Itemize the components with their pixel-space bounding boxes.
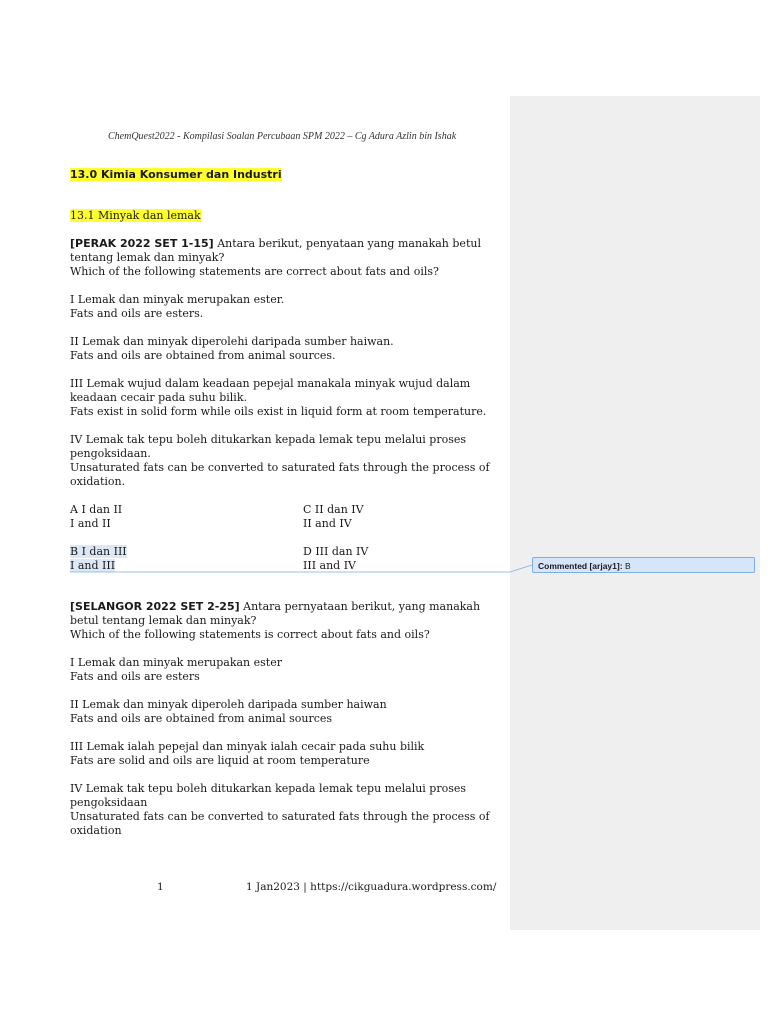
q2-statement-4-ms-b: pengoksidaan: [70, 796, 148, 809]
q1-statement-3-ms-b: keadaan cecair pada suhu bilik.: [70, 391, 247, 404]
q2-statement-4-ms-a: IV Lemak tak tepu boleh ditukarkan kepada lemak tepu melalui proses: [70, 782, 467, 795]
q1-option-c-en: II and IV: [303, 517, 352, 530]
q2-statement-4-en-b: oxidation: [70, 824, 122, 837]
q1-statement-4-en-a: Unsaturated fats can be converted to saturated fats through the process of: [70, 461, 490, 474]
q2-statement-4-en-a: Unsaturated fats can be converted to saturated fats through the process of: [70, 810, 490, 823]
q1-option-a-ms: A I dan II: [70, 503, 123, 516]
q2-statement-1-ms: I Lemak dan minyak merupakan ester: [70, 656, 282, 669]
comment-author: Commented [arjay1]:: [538, 561, 623, 571]
q2-stem-line1: [SELANGOR 2022 SET 2-25] Antara pernyataan berikut, yang manakah: [70, 600, 481, 613]
q2-statement-2-en: Fats and oils are obtained from animal sources: [70, 712, 333, 725]
q1-source: [PERAK 2022 SET 1-15]: [70, 237, 214, 250]
page-header: ChemQuest2022 - Kompilasi Soalan Percubaan SPM 2022 – Cg Adura Azlin bin Ishak: [108, 131, 457, 142]
comment-balloon[interactable]: [532, 557, 755, 573]
footer-page-number: 1: [157, 881, 164, 893]
q1-statement-4-ms-a: IV Lemak tak tepu boleh ditukarkan kepada lemak tepu melalui proses: [70, 433, 467, 446]
q1-statement-4-ms-b: pengoksidaan.: [70, 447, 151, 460]
q1-statement-3-ms-a: III Lemak wujud dalam keadaan pepejal manakala minyak wujud dalam: [70, 377, 471, 390]
q2-statement-3-ms: III Lemak ialah pepejal dan minyak ialah cecair pada suhu bilik: [70, 740, 425, 753]
q2-statement-2-ms: II Lemak dan minyak diperoleh daripada sumber haiwan: [70, 698, 387, 711]
q1-option-d-ms: D III dan IV: [303, 545, 369, 558]
q1-statement-1-en: Fats and oils are esters.: [70, 307, 204, 320]
q1-option-d-en: III and IV: [303, 559, 357, 572]
q2-source: [SELANGOR 2022 SET 2-25]: [70, 600, 240, 613]
q1-option-b-ms: B I dan III: [70, 545, 127, 558]
q1-option-a-en: I and II: [70, 517, 111, 530]
q2-statement-3-en: Fats are solid and oils are liquid at room temperature: [70, 754, 370, 767]
q2-stem-line2: betul tentang lemak dan minyak?: [70, 614, 257, 627]
q1-statement-1-ms: I Lemak dan minyak merupakan ester.: [70, 293, 285, 306]
q1-stem-line2: tentang lemak dan minyak?: [70, 251, 225, 264]
q2-stem-en: Which of the following statements is correct about fats and oils?: [70, 628, 430, 641]
q1-option-b-en: I and III: [70, 559, 116, 572]
q1-statement-3-en: Fats exist in solid form while oils exist in liquid form at room temperature.: [70, 405, 487, 418]
q2-statement-1-en: Fats and oils are esters: [70, 670, 200, 683]
footer-date-url: 1 Jan2023 | https://cikguadura.wordpress.com/: [246, 881, 497, 893]
q1-stem-en: Which of the following statements are correct about fats and oils?: [70, 265, 439, 278]
q1-statement-2-ms: II Lemak dan minyak diperolehi daripada sumber haiwan.: [70, 335, 394, 348]
section-title: 13.1 Minyak dan lemak: [70, 209, 201, 222]
comment-text: B: [624, 561, 631, 571]
q1-option-c-ms: C II dan IV: [303, 503, 364, 516]
q1-stem-line1: [PERAK 2022 SET 1-15] Antara berikut, penyataan yang manakah betul: [70, 237, 481, 250]
comment-connector-line: [70, 565, 532, 572]
q1-statement-4-en-b: oxidation.: [70, 475, 126, 488]
q1-statement-2-en: Fats and oils are obtained from animal sources.: [70, 349, 336, 362]
chapter-title: 13.0 Kimia Konsumer dan Industri: [70, 168, 282, 181]
